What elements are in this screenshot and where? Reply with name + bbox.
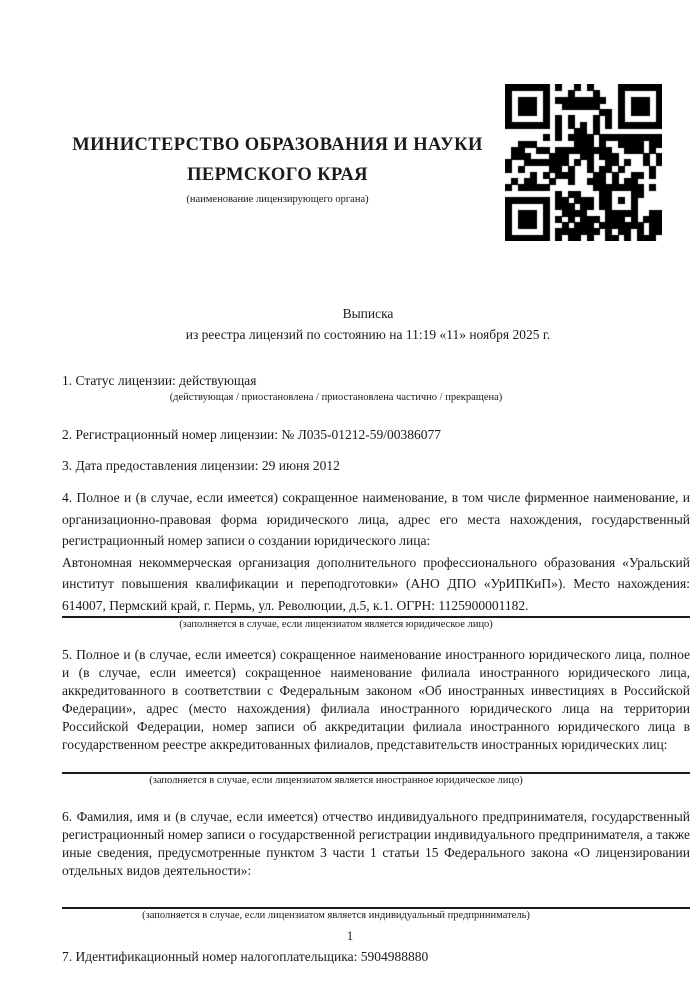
entrepreneur-label: 6. Фамилия, имя и (в случае, если имеется) отчество индивидуального предпринимателя, государственный регистрационный номер записи о государственной регистрации индивидуального предпринимателя, а также иные сведения, предусмотренные пунктом 3 части 1 статьи 15 Федерального закона «О лицензировании отдельных видов деятельности»:: [62, 809, 690, 878]
entrepreneur-caption: (заполняется в случае, если лицензиатом является индивидуальный предприниматель): [142, 910, 530, 921]
foreign-entity-caption: (заполняется в случае, если лицензиатом является иностранное юридическое лицо): [149, 775, 523, 786]
authority-name-line1: МИНИСТЕРСТВО ОБРАЗОВАНИЯ И НАУКИ: [72, 135, 483, 155]
legal-entity-value: Автономная некоммерческая организация дополнительного профессионального образования «Уральский институт повышения квалификации и переподготовки» (АНО ДПО «УрИПКиП»). Место нахождения: 614007, Пермский край, г. Пермь, ул. Революции, д.5, к.1. ОГРН: 1125900001182.: [62, 554, 690, 613]
legal-entity-label: 4. Полное и (в случае, если имеется) сокращенное наименование, в том числе фирменное наименование, и организационно-правовая форма юридического лица, адрес его места нахождения, государственный регистрационный номер записи о создании юридического лица:: [62, 490, 690, 548]
registration-number-field: 2. Регистрационный номер лицензии: № Л035-01212-59/00386077: [62, 427, 442, 442]
document-body: [62, 295, 690, 967]
license-grant-date-field: 3. Дата предоставления лицензии: 29 июня 2012: [62, 458, 340, 473]
legal-entity-caption: (заполняется в случае, если лицензиатом является юридическое лицо): [179, 619, 493, 630]
foreign-entity-value: [62, 754, 690, 772]
licensing-authority-header: [55, 130, 500, 207]
document-title-line2: из реестра лицензий по состоянию на 11:19 «11» ноября 2025 г.: [185, 327, 551, 342]
authority-name-line2: ПЕРМСКОГО КРАЯ: [187, 165, 368, 185]
entrepreneur-value: [62, 886, 690, 907]
document-title-line1: Выписка: [342, 306, 394, 321]
authority-caption: (наименование лицензирующего органа): [186, 194, 369, 205]
foreign-entity-label: 5. Полное и (в случае, если имеется) сокращенное наименование иностранного юридического лица, полное и (в случае, если имеется) сокращенное наименование филиала иностранного юридического лица, аккредитованного в соответствии с Федеральным законом «Об иностранных инвестициях в Российской Федерации», адрес (место нахождения) филиала иностранного юридического лица на территории Российской Федерации, номер записи об аккредитации филиала иностранного юридического лица в государственном реестре аккредитованных филиалов, представительств иностранных юридических лиц:: [62, 647, 690, 752]
authority-name: [55, 130, 500, 190]
taxpayer-id-field: 7. Идентификационный номер налогоплательщика: 5904988880: [62, 949, 429, 964]
document-title: [62, 303, 690, 345]
qr-code: [505, 84, 662, 241]
license-status-caption: (действующая / приостановлена / приостановлена частично / прекращена): [169, 392, 503, 403]
license-status-field: 1. Статус лицензии: действующая: [62, 373, 257, 388]
page-number: 1: [346, 928, 354, 943]
